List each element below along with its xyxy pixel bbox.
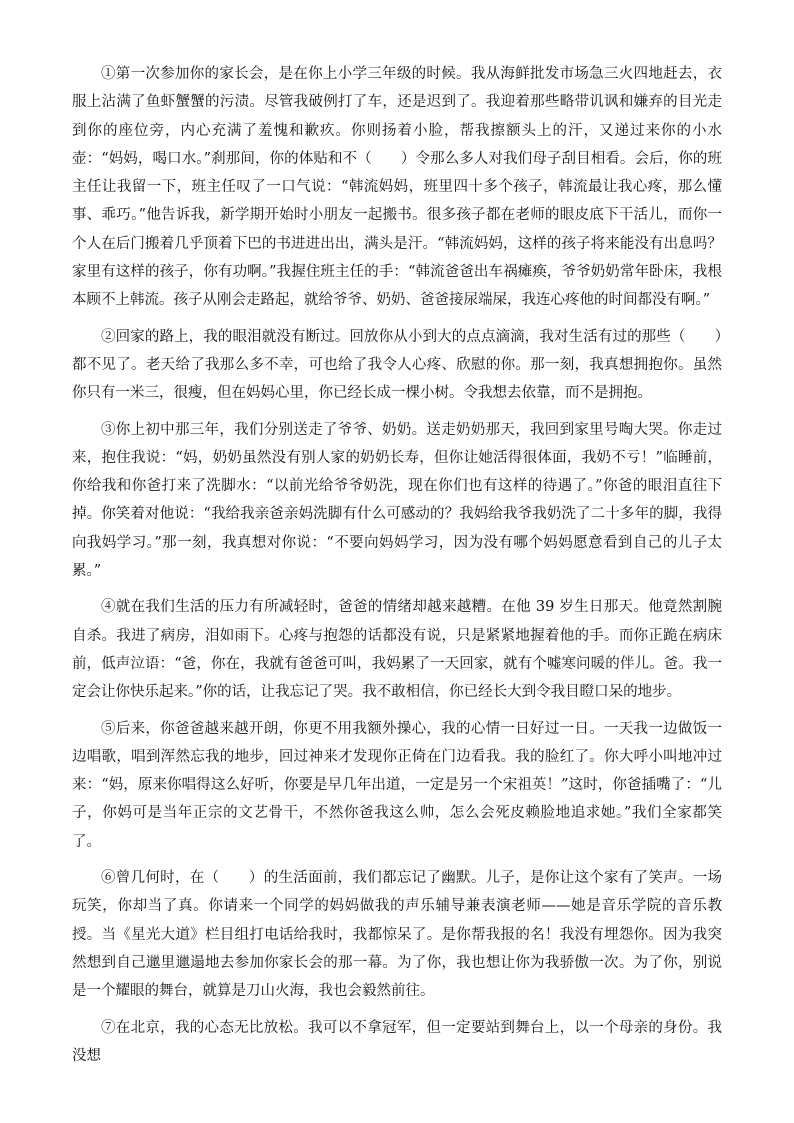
paragraph-2: ②回家的路上，我的眼泪就没有断过。回放你从小到大的点点滴滴，我对生活有过的那些（ ）都不见了。老天给了我那么多不幸，可也给了我令人心疼、欣慰的你。那一刻，我真想拥抱你。虽然你只有一米三，很瘦，但在妈妈心里，你已经长成一棵小树。令我想去依靠，而不是拥抱。 (72, 328, 722, 402)
paragraph-1: ①第一次参加你的家长会，是在你上小学三年级的时候。我从海鲜批发市场急三火四地赶去，衣服上沾满了鱼虾蟹蟹的污渍。尽管我破例打了车，还是迟到了。我迎着那些略带讥讽和嫌弃的目光走到你的座位旁，内心充满了羞愧和歉疚。你则扬着小脸，帮我擦额头上的汗，又递过来你的小水壶：“妈妈，喝口水。”刹那间，你的体贴和不（ ）令那么多人对我们母子刮目相看。会后，你的班主任让我留一下，班主任叹了一口气说：“韩流妈妈，班里四十多个孩子，韩流最让我心疼，那么懂事、乖巧。”他告诉我，新学期开始时小朋友一起搬书。很多孩子都在老师的眼皮底下干活儿，而你一个人在后门搬着几乎顶着下巴的书进进出出，满头是汗。“韩流妈妈，这样的孩子将来能没有出息吗？家里有这样的孩子，你有功啊。”我握住班主任的手：“韩流爸爸出车祸瘫痪，爷爷奶奶常年卧床，我根本顾不上韩流。孩子从刚会走路起，就给爷爷、奶奶、爸爸接尿端屎，我连心疼他的时间都没有啊。” (72, 66, 722, 309)
paragraph-7: ⑦在北京，我的心态无比放松。我可以不拿冠军，但一定要站到舞台上，以一个母亲的身份。我没想 (72, 1019, 722, 1064)
paragraph-6: ⑥曾几何时，在（ ）的生活面前，我们都忘记了幽默。儿子，是你让这个家有了笑声。一场玩笑，你却当了真。你请来一个同学的妈妈做我的声乐辅导兼表演老师——她是音乐学院的音乐教授。当《星光大道》栏目组打电话给我时，我都惊呆了。是你帮我报的名！我没有埋怨你。因为我突然想到自己邋里邋遢地去参加你家长会的那一幕。为了你，我也想让你为我骄傲一次。为了你，别说是一个耀眼的舞台，就算是刀山火海，我也会毅然前往。 (72, 870, 722, 1000)
paragraph-4: ④就在我们生活的压力有所减轻时，爸爸的情绪却越来越糟。在他 39 岁生日那天。他竟然割腕自杀。我进了病房，泪如雨下。心疼与抱怨的话都没有说，只是紧紧地握着他的手。而你正跪在病床前，低声泣语：“爸，你在，我就有爸爸可叫，我妈累了一天回家，就有个嘘寒问暖的伴儿。爸。我一定会让你快乐起来。”你的话，让我忘记了哭。我不敢相信，你已经长大到令我目瞪口呆的地步。 (72, 599, 722, 701)
paragraph-3: ③你上初中那三年，我们分别送走了爷爷、奶奶。送走奶奶那天，我回到家里号啕大哭。你走过来，抱住我说：“妈，奶奶虽然没有别人家的奶奶长寿，但你让她活得很体面，我奶不亏！”临睡前，你给我和你爸打来了洗脚水：“以前光给爷爷奶洗，现在你们也有这样的待遇了。”你爸的眼泪直往下掉。你笑着对他说：“我给我亲爸亲妈洗脚有什么可感动的？我妈给我爷我奶洗了二十多年的脚，我得向我妈学习。”那一刻，我真想对你说：“不要向妈妈学习，因为没有哪个妈妈愿意看到自己的儿子太累。” (72, 421, 722, 580)
article-body (72, 60, 722, 1078)
paragraph-5: ⑤后来，你爸爸越来越开朗，你更不用我额外操心，我的心情一日好过一日。一天我一边做饭一边唱歌，唱到浑然忘我的地步，回过神来才发现你正倚在门边看我。我的脸红了。你大呼小叫地冲过来：“妈，原来你唱得这么好听，你要是早几年出道，一定是另一个宋祖英！”这时，你爸插嘴了：“儿子，你妈可是当年正宗的文艺骨干，不然你爸我这么帅，怎么会死皮赖脸地追求她。”我们全家都笑了。 (72, 720, 722, 850)
